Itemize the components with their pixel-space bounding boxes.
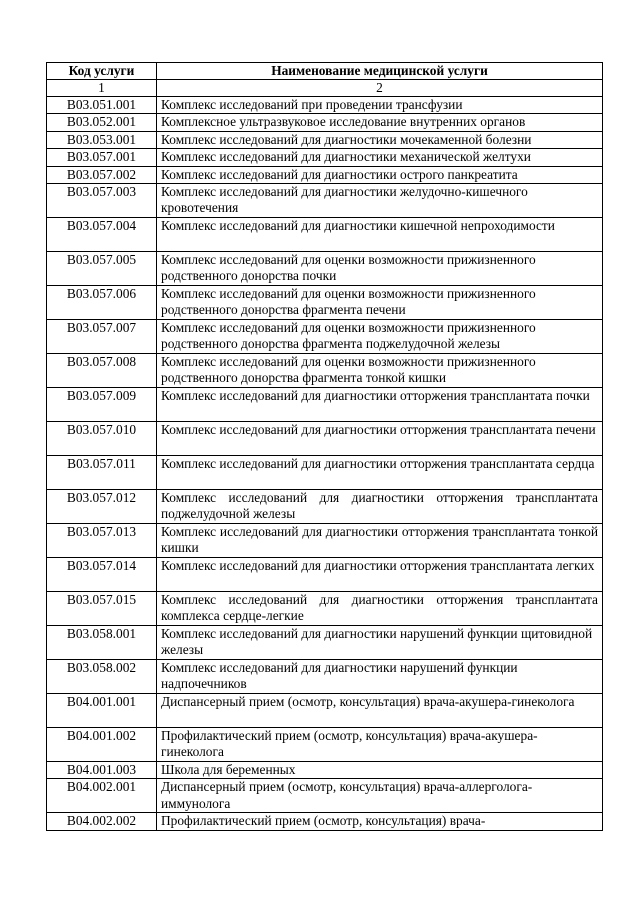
service-name: Диспансерный прием (осмотр, консультация) врача-аллерголога-иммунолога [157, 779, 603, 813]
service-code: B04.002.001 [47, 779, 157, 813]
service-code: B04.002.002 [47, 813, 157, 830]
table-row [47, 524, 603, 558]
service-name: Комплекс исследований для диагностики острого панкреатита [157, 166, 603, 183]
table-row [47, 762, 603, 779]
table-row [47, 422, 603, 456]
column-number-1: 1 [47, 80, 157, 97]
service-name: Комплекс исследований для оценки возможности прижизненного родственного донорства фрагмента печени [157, 286, 603, 320]
medical-services-table [46, 62, 603, 831]
service-name: Комплекс исследований для диагностики желудочно-кишечного кровотечения [157, 184, 603, 218]
service-code: B03.057.005 [47, 252, 157, 286]
table-row [47, 166, 603, 183]
service-code: B03.057.012 [47, 490, 157, 524]
service-code: B03.057.004 [47, 218, 157, 252]
table-row [47, 97, 603, 114]
service-code: B03.057.007 [47, 320, 157, 354]
service-code: B03.057.010 [47, 422, 157, 456]
service-code: B03.057.013 [47, 524, 157, 558]
service-name: Комплексное ультразвуковое исследование внутренних органов [157, 114, 603, 131]
service-name: Комплекс исследований для диагностики механической желтухи [157, 149, 603, 166]
table-row [47, 149, 603, 166]
service-code: B03.052.001 [47, 114, 157, 131]
service-code: B04.001.001 [47, 694, 157, 728]
service-code: B03.057.014 [47, 558, 157, 592]
table-row [47, 354, 603, 388]
service-code: B03.058.002 [47, 660, 157, 694]
table-row [47, 252, 603, 286]
table-row [47, 813, 603, 830]
service-name: Комплекс исследований для диагностики отторжения трансплантата поджелудочной железы [157, 490, 603, 524]
service-name: Комплекс исследований для оценки возможности прижизненного родственного донорства фрагмента поджелудочной железы [157, 320, 603, 354]
table-row [47, 286, 603, 320]
service-code: B03.057.003 [47, 184, 157, 218]
service-name: Комплекс исследований для диагностики отторжения трансплантата легких [157, 558, 603, 592]
service-name: Комплекс исследований для диагностики отторжения трансплантата почки [157, 388, 603, 422]
table-row [47, 728, 603, 762]
table-row [47, 388, 603, 422]
table-row [47, 456, 603, 490]
service-name: Комплекс исследований для диагностики отторжения трансплантата печени [157, 422, 603, 456]
service-name: Комплекс исследований при проведении трансфузии [157, 97, 603, 114]
column-number-row [47, 80, 603, 97]
service-name: Комплекс исследований для оценки возможности прижизненного родственного донорства фрагмента тонкой кишки [157, 354, 603, 388]
service-name: Школа для беременных [157, 762, 603, 779]
table-row [47, 558, 603, 592]
table-row [47, 779, 603, 813]
service-name: Комплекс исследований для диагностики нарушений функции надпочечников [157, 660, 603, 694]
service-name: Комплекс исследований для диагностики нарушений функции щитовидной железы [157, 626, 603, 660]
header-code: Код услуги [47, 63, 157, 80]
table-row [47, 131, 603, 148]
table-row [47, 694, 603, 728]
service-name: Комплекс исследований для диагностики отторжения трансплантата сердца [157, 456, 603, 490]
service-name: Профилактический прием (осмотр, консультация) врача-акушера-гинеколога [157, 728, 603, 762]
service-code: B03.057.002 [47, 166, 157, 183]
table-row [47, 490, 603, 524]
service-name: Комплекс исследований для диагностики отторжения трансплантата комплекса сердце-легкие [157, 592, 603, 626]
service-name: Комплекс исследований для диагностики мочекаменной болезни [157, 131, 603, 148]
table-row [47, 218, 603, 252]
table-row [47, 114, 603, 131]
service-name: Комплекс исследований для диагностики отторжения трансплантата тонкой кишки [157, 524, 603, 558]
table-row [47, 660, 603, 694]
service-code: B03.057.011 [47, 456, 157, 490]
service-code: B03.057.015 [47, 592, 157, 626]
service-name: Профилактический прием (осмотр, консультация) врача- [157, 813, 603, 830]
service-name: Комплекс исследований для диагностики кишечной непроходимости [157, 218, 603, 252]
table-header-row [47, 63, 603, 80]
header-name: Наименование медицинской услуги [157, 63, 603, 80]
service-code: B03.053.001 [47, 131, 157, 148]
service-name: Комплекс исследований для оценки возможности прижизненного родственного донорства почки [157, 252, 603, 286]
service-code: B03.057.006 [47, 286, 157, 320]
table-row [47, 320, 603, 354]
table-row [47, 626, 603, 660]
service-code: B04.001.002 [47, 728, 157, 762]
service-code: B03.057.009 [47, 388, 157, 422]
column-number-2: 2 [157, 80, 603, 97]
table-row [47, 592, 603, 626]
service-code: B03.057.008 [47, 354, 157, 388]
service-code: B03.051.001 [47, 97, 157, 114]
table-row [47, 184, 603, 218]
service-code: B03.058.001 [47, 626, 157, 660]
service-code: B03.057.001 [47, 149, 157, 166]
service-name: Диспансерный прием (осмотр, консультация) врача-акушера-гинеколога [157, 694, 603, 728]
service-code: B04.001.003 [47, 762, 157, 779]
